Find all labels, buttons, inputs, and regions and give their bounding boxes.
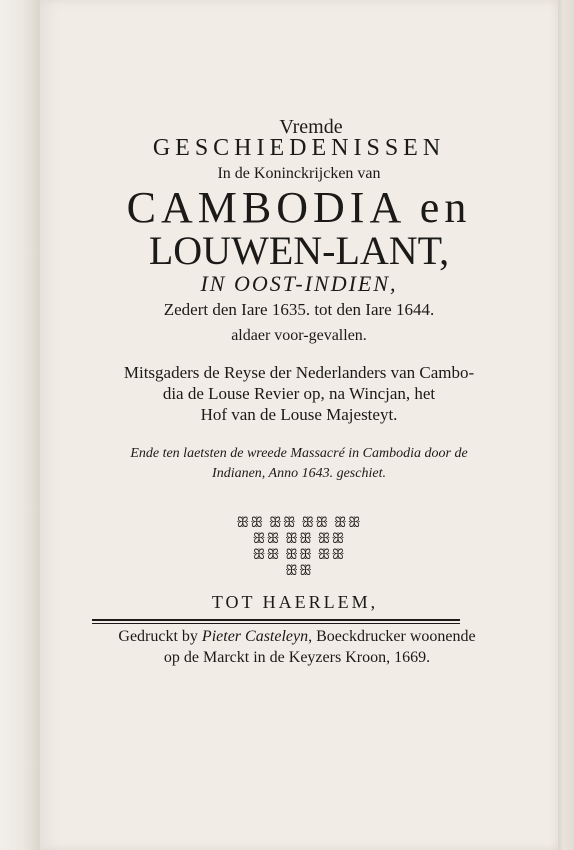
double-rule-top <box>92 619 460 621</box>
title-line-louwen-lant: LOUWEN-LANT, <box>148 228 450 273</box>
title-line-cambodia: CAMBODIA en <box>126 183 472 232</box>
double-rule-bottom <box>92 623 460 624</box>
title-line-voorgevallen: aldaer voor-gevallen. <box>231 327 367 344</box>
imprint-place: TOT HAERLEM, <box>211 592 379 612</box>
massacre-paragraph <box>58 444 540 484</box>
massacre-line-1: Ende ten laetsten de wreede Massacré in Cambodia door de <box>130 446 468 461</box>
imprint-line-1 <box>38 626 556 647</box>
previous-page-edge <box>0 0 41 850</box>
voyage-line-1: Mitsgaders de Reyse der Nederlanders van Cambo- <box>123 363 475 382</box>
title-page <box>40 0 558 850</box>
voyage-line-3: Hof van de Louse Majesteyt. <box>200 405 398 424</box>
voyage-paragraph <box>60 362 538 425</box>
title-line-oost-indien: IN OOST-INDIEN, <box>200 271 398 296</box>
massacre-line-2: Indianen, Anno 1643. geschiet. <box>212 466 386 481</box>
title-line-vremde: Vremde <box>279 116 343 138</box>
imprint-gedruckt: Gedruckt by <box>118 628 202 645</box>
ornament-row: ꕥꕥ ꕥꕥ ꕥꕥ <box>252 548 346 563</box>
imprint-line-2: op de Marckt in de Keyzers Kroon, 1669. <box>163 649 431 666</box>
printer-name: Pieter Casteleyn <box>201 628 309 645</box>
imprint-text <box>38 626 556 668</box>
printers-ornament <box>40 516 558 580</box>
title-line-dates: Zedert den Iare 1635. tot den Iare 1644. <box>163 300 435 319</box>
ornament-row: ꕥꕥ <box>285 564 313 579</box>
voyage-line-2: dia de Louse Revier op, na Wincjan, het <box>162 384 436 403</box>
ornament-row: ꕥꕥ ꕥꕥ ꕥꕥ ꕥꕥ <box>236 516 362 531</box>
title-line-koninckrijcken: In de Koninckrijcken van <box>217 165 381 182</box>
imprint-boeckdrucker: , Boeckdrucker woonende <box>308 628 476 645</box>
ornament-row: ꕥꕥ ꕥꕥ ꕥꕥ <box>252 532 346 547</box>
title-line-geschiedenissen: GESCHIEDENISSEN <box>152 135 446 161</box>
